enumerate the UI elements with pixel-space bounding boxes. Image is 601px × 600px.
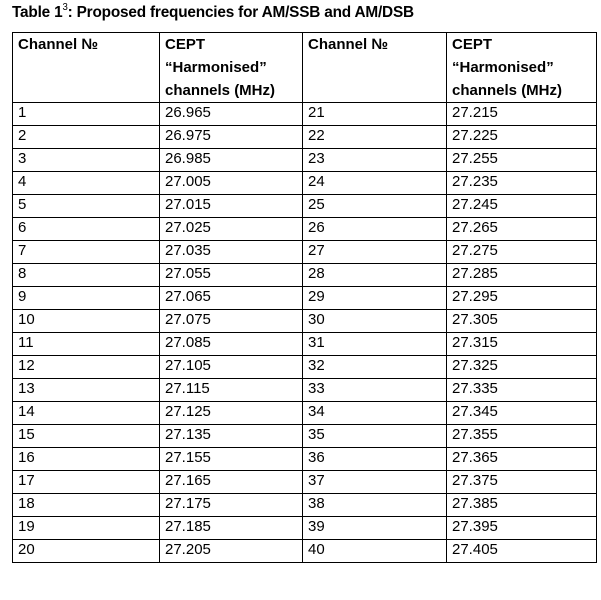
frequency-cell-right: 27.335 bbox=[447, 379, 597, 402]
channel-cell-left: 18 bbox=[13, 494, 160, 517]
channel-cell-left: 5 bbox=[13, 195, 160, 218]
table-body bbox=[13, 103, 597, 563]
frequency-cell-right: 27.245 bbox=[447, 195, 597, 218]
header-cept-left-line1: CEPT bbox=[165, 36, 206, 53]
table-row bbox=[13, 471, 597, 494]
caption-footnote-ref: 3 bbox=[62, 2, 68, 13]
frequency-cell-left: 27.205 bbox=[160, 540, 303, 563]
table-row bbox=[13, 333, 597, 356]
channel-cell-right: 24 bbox=[303, 172, 447, 195]
channel-cell-right: 31 bbox=[303, 333, 447, 356]
frequency-cell-left: 27.005 bbox=[160, 172, 303, 195]
channel-cell-right: 25 bbox=[303, 195, 447, 218]
header-channel-right-label: Channel № bbox=[308, 36, 389, 53]
frequency-cell-left: 27.185 bbox=[160, 517, 303, 540]
channel-cell-right: 32 bbox=[303, 356, 447, 379]
channel-cell-right: 29 bbox=[303, 287, 447, 310]
frequency-cell-right: 27.305 bbox=[447, 310, 597, 333]
channel-cell-left: 2 bbox=[13, 126, 160, 149]
frequency-cell-right: 27.375 bbox=[447, 471, 597, 494]
table-row bbox=[13, 379, 597, 402]
frequency-cell-left: 27.055 bbox=[160, 264, 303, 287]
frequency-cell-right: 27.315 bbox=[447, 333, 597, 356]
table-row bbox=[13, 425, 597, 448]
header-channel-left-label: Channel № bbox=[18, 36, 99, 53]
table-row bbox=[13, 172, 597, 195]
channel-cell-right: 28 bbox=[303, 264, 447, 287]
frequency-table bbox=[12, 32, 597, 563]
frequency-cell-right: 27.325 bbox=[447, 356, 597, 379]
frequency-cell-left: 27.135 bbox=[160, 425, 303, 448]
channel-cell-left: 6 bbox=[13, 218, 160, 241]
channel-cell-right: 30 bbox=[303, 310, 447, 333]
frequency-cell-left: 26.965 bbox=[160, 103, 303, 126]
frequency-cell-left: 26.975 bbox=[160, 126, 303, 149]
frequency-cell-right: 27.405 bbox=[447, 540, 597, 563]
table-row bbox=[13, 195, 597, 218]
header-channel-left bbox=[13, 33, 160, 103]
channel-cell-left: 17 bbox=[13, 471, 160, 494]
frequency-cell-left: 27.025 bbox=[160, 218, 303, 241]
channel-cell-right: 23 bbox=[303, 149, 447, 172]
table-header-row bbox=[13, 33, 597, 103]
table-row bbox=[13, 287, 597, 310]
channel-cell-left: 13 bbox=[13, 379, 160, 402]
frequency-cell-right: 27.285 bbox=[447, 264, 597, 287]
frequency-cell-right: 27.295 bbox=[447, 287, 597, 310]
channel-cell-left: 1 bbox=[13, 103, 160, 126]
channel-cell-left: 19 bbox=[13, 517, 160, 540]
channel-cell-right: 40 bbox=[303, 540, 447, 563]
frequency-cell-right: 27.225 bbox=[447, 126, 597, 149]
header-cept-left bbox=[160, 33, 303, 103]
channel-cell-right: 26 bbox=[303, 218, 447, 241]
frequency-cell-left: 27.075 bbox=[160, 310, 303, 333]
frequency-cell-left: 27.125 bbox=[160, 402, 303, 425]
header-cept-left-line2: “Harmonised” bbox=[165, 59, 267, 76]
frequency-cell-left: 27.035 bbox=[160, 241, 303, 264]
table-row bbox=[13, 356, 597, 379]
header-cept-right-line2: “Harmonised” bbox=[452, 59, 554, 76]
channel-cell-right: 39 bbox=[303, 517, 447, 540]
frequency-cell-left: 27.105 bbox=[160, 356, 303, 379]
frequency-cell-right: 27.255 bbox=[447, 149, 597, 172]
frequency-cell-right: 27.355 bbox=[447, 425, 597, 448]
channel-cell-left: 11 bbox=[13, 333, 160, 356]
frequency-cell-left: 27.065 bbox=[160, 287, 303, 310]
channel-cell-right: 33 bbox=[303, 379, 447, 402]
channel-cell-left: 9 bbox=[13, 287, 160, 310]
frequency-cell-left: 27.115 bbox=[160, 379, 303, 402]
table-row bbox=[13, 241, 597, 264]
frequency-cell-right: 27.345 bbox=[447, 402, 597, 425]
frequency-cell-right: 27.265 bbox=[447, 218, 597, 241]
frequency-cell-left: 27.015 bbox=[160, 195, 303, 218]
channel-cell-right: 38 bbox=[303, 494, 447, 517]
channel-cell-right: 21 bbox=[303, 103, 447, 126]
channel-cell-left: 15 bbox=[13, 425, 160, 448]
header-cept-right-line1: CEPT bbox=[452, 36, 493, 53]
header-cept-right-line3: channels (MHz) bbox=[452, 82, 563, 99]
channel-cell-right: 34 bbox=[303, 402, 447, 425]
frequency-cell-left: 27.085 bbox=[160, 333, 303, 356]
channel-cell-left: 8 bbox=[13, 264, 160, 287]
table-caption bbox=[12, 4, 414, 22]
caption-prefix: Table 1 bbox=[12, 4, 63, 21]
frequency-cell-right: 27.365 bbox=[447, 448, 597, 471]
table-row bbox=[13, 126, 597, 149]
header-cept-right bbox=[447, 33, 597, 103]
channel-cell-left: 3 bbox=[13, 149, 160, 172]
table-row bbox=[13, 517, 597, 540]
frequency-cell-right: 27.215 bbox=[447, 103, 597, 126]
frequency-cell-right: 27.385 bbox=[447, 494, 597, 517]
frequency-cell-left: 27.155 bbox=[160, 448, 303, 471]
frequency-cell-left: 26.985 bbox=[160, 149, 303, 172]
frequency-cell-left: 27.165 bbox=[160, 471, 303, 494]
channel-cell-right: 36 bbox=[303, 448, 447, 471]
channel-cell-right: 35 bbox=[303, 425, 447, 448]
table-row bbox=[13, 103, 597, 126]
header-cept-left-line3: channels (MHz) bbox=[165, 82, 276, 99]
frequency-cell-right: 27.275 bbox=[447, 241, 597, 264]
table-row bbox=[13, 402, 597, 425]
table-row bbox=[13, 149, 597, 172]
header-channel-right bbox=[303, 33, 447, 103]
frequency-cell-right: 27.235 bbox=[447, 172, 597, 195]
table-row bbox=[13, 310, 597, 333]
channel-cell-left: 14 bbox=[13, 402, 160, 425]
table-row bbox=[13, 218, 597, 241]
caption-text: : Proposed frequencies for AM/SSB and AM/DSB bbox=[67, 4, 414, 21]
channel-cell-right: 22 bbox=[303, 126, 447, 149]
table-row bbox=[13, 540, 597, 563]
channel-cell-left: 4 bbox=[13, 172, 160, 195]
channel-cell-left: 7 bbox=[13, 241, 160, 264]
table-row bbox=[13, 448, 597, 471]
channel-cell-left: 10 bbox=[13, 310, 160, 333]
frequency-cell-left: 27.175 bbox=[160, 494, 303, 517]
table-row bbox=[13, 494, 597, 517]
channel-cell-left: 16 bbox=[13, 448, 160, 471]
channel-cell-left: 20 bbox=[13, 540, 160, 563]
table-row bbox=[13, 264, 597, 287]
frequency-cell-right: 27.395 bbox=[447, 517, 597, 540]
channel-cell-left: 12 bbox=[13, 356, 160, 379]
channel-cell-right: 37 bbox=[303, 471, 447, 494]
channel-cell-right: 27 bbox=[303, 241, 447, 264]
